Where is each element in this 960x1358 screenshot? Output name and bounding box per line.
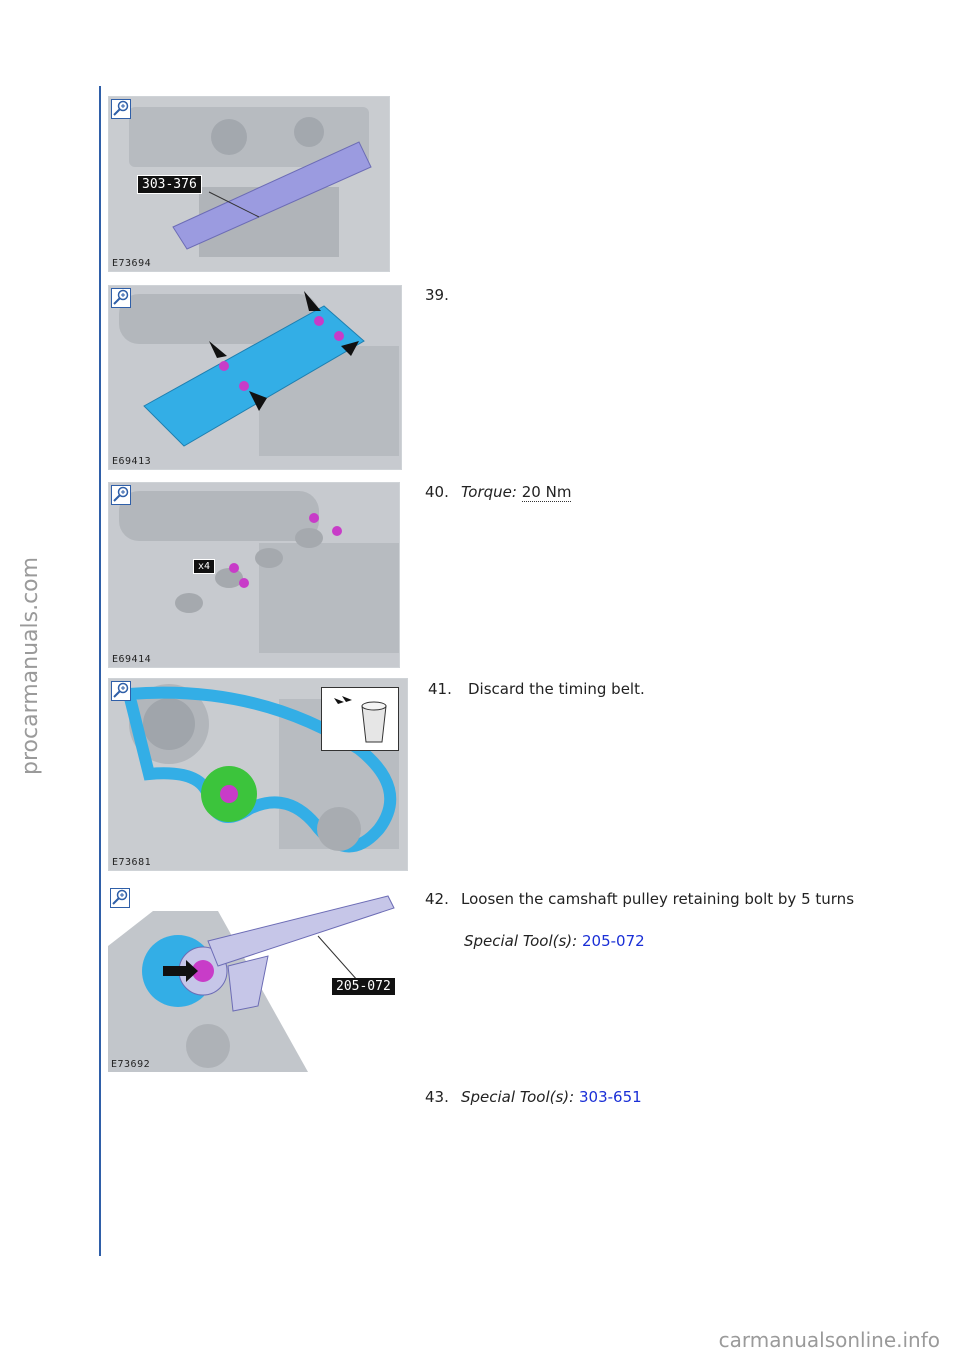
- figure-code: E73694: [112, 258, 152, 269]
- figure-4: [108, 678, 408, 871]
- step-number: 39.: [425, 286, 449, 304]
- step-number: 43.: [425, 1088, 449, 1106]
- special-tool-link[interactable]: 205-072: [582, 932, 645, 950]
- step-number: 42.: [425, 890, 449, 908]
- special-tool-label: Special Tool(s):: [461, 1088, 575, 1106]
- step-39: [425, 286, 461, 304]
- step-number: 41.: [428, 680, 452, 698]
- zoom-in-icon[interactable]: [111, 288, 131, 308]
- step-text: Loosen the camshaft pulley retaining bolt by 5 turns: [461, 890, 855, 908]
- zoom-in-icon[interactable]: [111, 99, 131, 119]
- special-tool-label: Special Tool(s):: [464, 932, 578, 950]
- step-42: [425, 890, 854, 908]
- figure-code: E73681: [112, 857, 152, 868]
- torque-value[interactable]: 20 Nm: [521, 483, 572, 501]
- figure-code: E69414: [112, 654, 152, 665]
- tool-tag: 303-376: [137, 175, 202, 194]
- zoom-in-icon[interactable]: [111, 485, 131, 505]
- step-text: Discard the timing belt.: [468, 680, 645, 698]
- step-40: [425, 483, 571, 501]
- bin-icon: [322, 688, 398, 750]
- side-watermark: procarmanuals.com: [18, 556, 43, 775]
- figure-3-illustration: [109, 483, 399, 667]
- figure-5: [108, 886, 398, 1072]
- special-tool-line: [464, 932, 645, 950]
- quantity-tag: x4: [193, 559, 215, 574]
- figure-code: E73692: [111, 1059, 151, 1070]
- figure-2-illustration: [109, 286, 401, 469]
- step-43: [425, 1088, 642, 1106]
- figure-1: [108, 96, 390, 272]
- zoom-in-icon[interactable]: [111, 681, 131, 701]
- step-number: 40.: [425, 483, 449, 501]
- discard-callout: [321, 687, 399, 751]
- zoom-in-icon[interactable]: [110, 888, 130, 908]
- tool-tag: 205-072: [332, 978, 395, 995]
- bottom-watermark: carmanualsonline.info: [718, 1328, 940, 1352]
- figure-code: E69413: [112, 456, 152, 467]
- page-rule: [99, 86, 101, 1256]
- figure-2: [108, 285, 402, 470]
- special-tool-link[interactable]: 303-651: [579, 1088, 642, 1106]
- figure-3: [108, 482, 400, 668]
- torque-label: Torque:: [461, 483, 517, 501]
- step-41: [428, 680, 645, 698]
